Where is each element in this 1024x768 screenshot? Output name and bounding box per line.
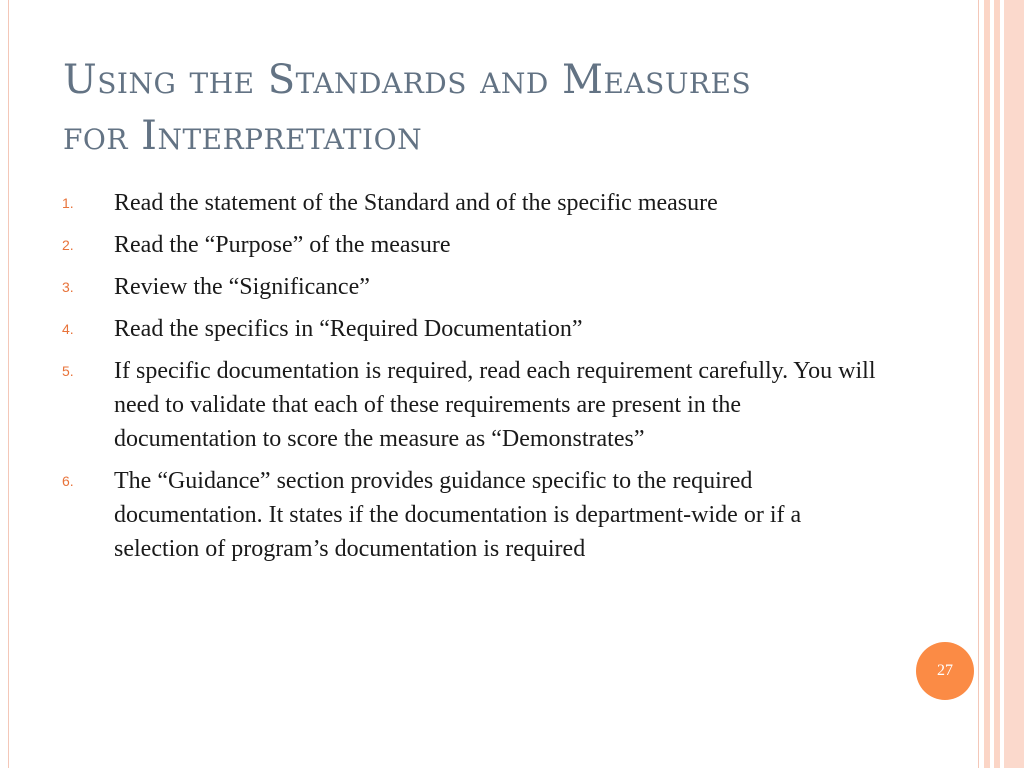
list-item-text: If specific documentation is required, read each requirement carefully. You will need to validate that each of these requirements are present in the documentation to score the measure as “Demonstrates”	[114, 358, 876, 452]
list-item	[62, 270, 882, 304]
list-item-text: Read the specifics in “Required Documentation”	[114, 316, 583, 342]
list-item-number: 5.	[62, 363, 74, 379]
list-item-number: 6.	[62, 473, 74, 489]
list-item-number: 2.	[62, 237, 74, 253]
slide-title-line-2: for Interpretation	[63, 113, 423, 159]
right-border-line	[978, 0, 979, 768]
list-item	[62, 354, 882, 456]
list-item-number: 3.	[62, 279, 74, 295]
list-item-number: 1.	[62, 195, 74, 211]
list-item-text: The “Guidance” section provides guidance specific to the required documentation. It states if the documentation is department-wide or if a selection of program’s documentation is required	[114, 468, 802, 562]
list-item	[62, 312, 882, 346]
list-item-text: Review the “Significance”	[114, 274, 370, 300]
left-border-line	[8, 0, 9, 768]
slide-title	[63, 52, 923, 164]
list-item	[62, 228, 882, 262]
numbered-list	[62, 186, 882, 574]
slide-title-line-1: Using the Standards and Measures	[63, 57, 752, 103]
list-item-number: 4.	[62, 321, 74, 337]
list-item	[62, 186, 882, 220]
list-item-text: Read the “Purpose” of the measure	[114, 232, 451, 258]
right-border-band	[1004, 0, 1024, 768]
list-item	[62, 464, 882, 566]
page-number-badge: 27	[916, 642, 974, 700]
right-border-band	[984, 0, 990, 768]
right-border-band	[994, 0, 1000, 768]
list-item-text: Read the statement of the Standard and of the specific measure	[114, 190, 718, 216]
